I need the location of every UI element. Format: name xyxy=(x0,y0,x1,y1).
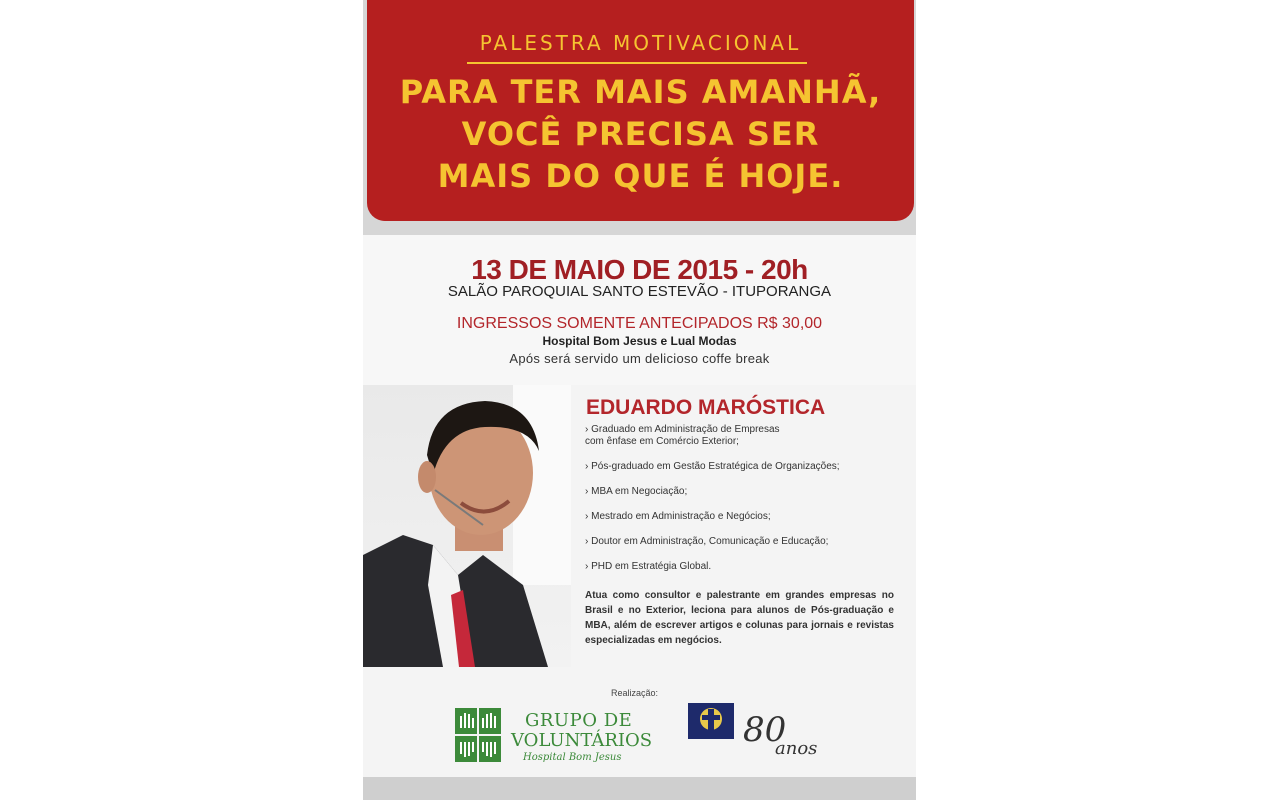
logo-line-3: Hospital Bom Jesus xyxy=(523,752,622,763)
ticket-sellers: Hospital Bom Jesus e Lual Modas xyxy=(542,334,737,348)
event-date: 13 DE MAIO DE 2015 - 20h xyxy=(471,254,808,285)
event-poster xyxy=(363,0,916,800)
speaker-credentials xyxy=(585,424,895,586)
cross-icon xyxy=(688,703,734,739)
speaker-name: EDUARDO MARÓSTICA xyxy=(586,396,826,419)
credential-item: › MBA em Negociação; xyxy=(585,486,688,497)
speaker-photo-illustration xyxy=(363,385,571,667)
headline-line: PARA TER MAIS AMANHÃ, xyxy=(399,73,882,111)
grupo-voluntarios-logo xyxy=(455,708,655,768)
credential-item: › Graduado em Administração de Empresas com ênfase em Comércio Exterior; xyxy=(585,424,780,447)
logo-line-1: GRUPO DE xyxy=(525,710,633,731)
coffee-break-note: Após será servido um delicioso coffe break xyxy=(509,351,770,366)
subtitle-rule xyxy=(467,62,807,64)
80-anos-logo xyxy=(739,712,829,762)
event-info xyxy=(363,235,916,385)
credential-item: › PHD em Estratégia Global. xyxy=(585,561,712,572)
speaker-photo xyxy=(363,385,571,667)
logo-line-2: VOLUNTÁRIOS xyxy=(511,730,653,751)
credential-item: › Doutor em Administração, Comunicação e Educação; xyxy=(585,536,829,547)
realizacao-label: Realização: xyxy=(611,688,659,698)
anniversary-number: 80 xyxy=(743,710,787,750)
credential-item: › Mestrado em Administração e Negócios; xyxy=(585,511,771,522)
hospital-logo xyxy=(688,703,736,763)
headline-banner xyxy=(367,0,914,221)
bottom-background xyxy=(363,777,916,800)
event-venue: SALÃO PAROQUIAL SANTO ESTEVÃO - ITUPORANGA xyxy=(447,283,832,300)
headline-line: VOCÊ PRECISA SER xyxy=(461,115,820,153)
anniversary-word: anos xyxy=(775,738,818,759)
poster-subtitle: PALESTRA MOTIVACIONAL xyxy=(479,31,802,55)
headline-line: MAIS DO QUE É HOJE. xyxy=(437,157,844,195)
poster-headline xyxy=(367,71,914,197)
hospital-emblem xyxy=(688,703,734,739)
ticket-info: INGRESSOS SOMENTE ANTECIPADOS R$ 30,00 xyxy=(456,315,823,332)
hands-icon xyxy=(455,708,501,762)
speaker-bio: Atua como consultor e palestrante em grandes empresas no Brasil e no Exterior, leciona para alunos de Pós-graduação e MBA, além de escrever artigos e colunas para jornais e revistas especializadas em negócios. xyxy=(585,590,894,646)
credential-item: › Pós-graduado em Gestão Estratégica de Organizações; xyxy=(585,461,840,472)
